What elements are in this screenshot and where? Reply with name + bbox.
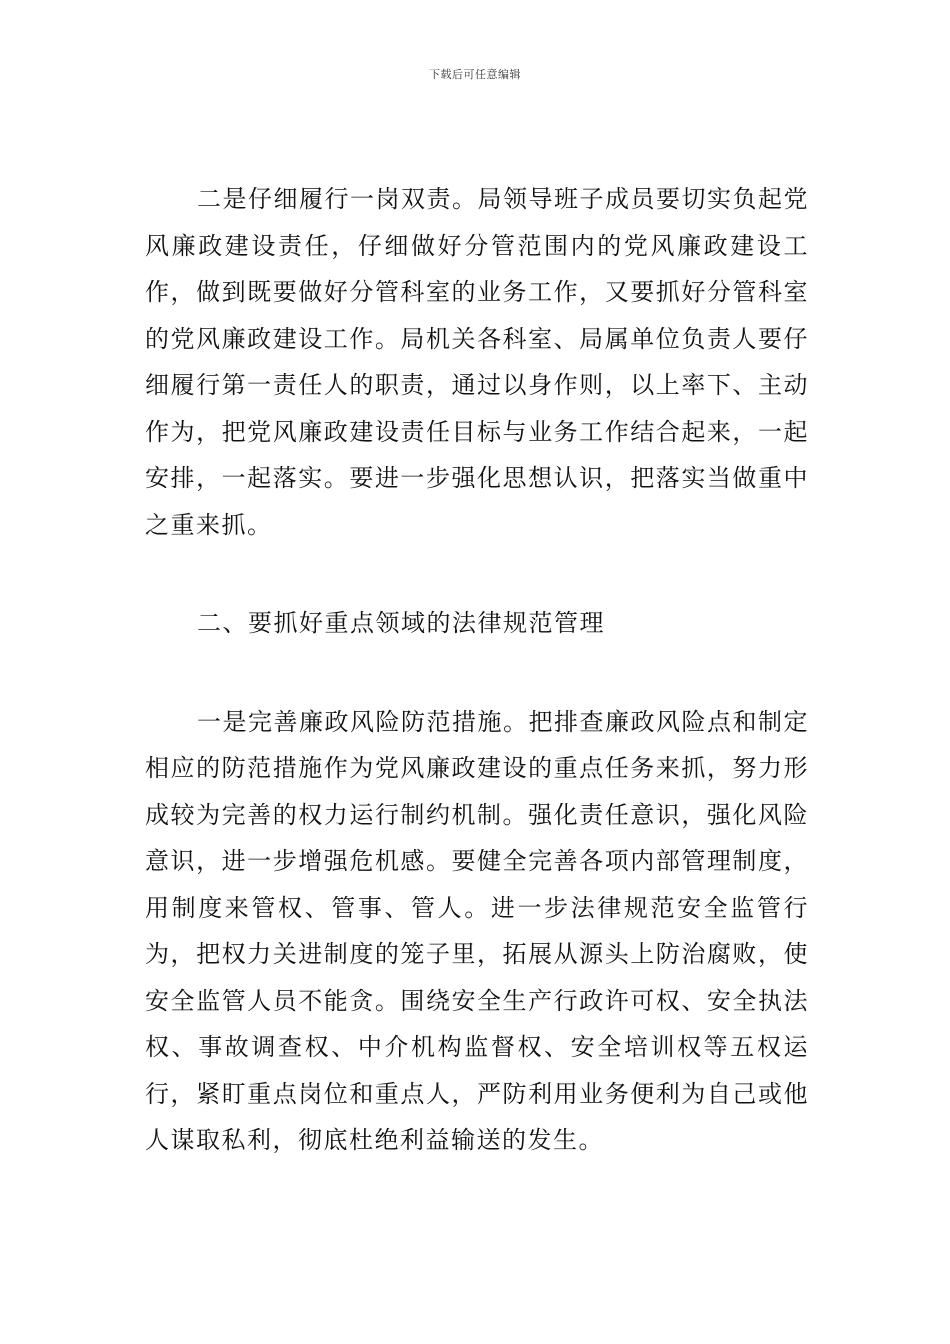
- section-heading: 二、要抓好重点领域的法律规范管理: [197, 609, 605, 637]
- document-body: [145, 176, 809, 1164]
- header-note: 下载后可任意编辑: [429, 68, 521, 81]
- paragraph-risk-prevention: 一是完善廉政风险防范措施。把排查廉政风险点和制定相应的防范措施作为党风廉政建设的重点任务来抓，努力形成较为完善的权力运行制约机制。强化责任意识，强化风险意识，进一步增强危机感。要健全完善各项内部管理制度，用制度来管权、管事、管人。进一步法律规范安全监管行为，把权力关进制度的笼子里，拓展从源头上防治腐败，使安全监管人员不能贪。围绕安全生产行政许可权、安全执法权、事故调查权、中介机构监督权、安全培训权等五权运行，紧盯重点岗位和重点人，严防利用业务便利为自己或他人谋取私利，彻底杜绝利益输送的发生。: [145, 707, 809, 1154]
- paragraph-responsibility: 二是仔细履行一岗双责。局领导班子成员要切实负起党风廉政建设责任，仔细做好分管范围内的党风廉政建设工作，做到既要做好分管科室的业务工作，又要抓好分管科室的党风廉政建设工作。局机关各科室、局属单位负责人要仔细履行第一责任人的职责，通过以身作则，以上率下、主动作为，把党风廉政建设责任目标与业务工作结合起来，一起安排，一起落实。要进一步强化思想认识，把落实当做重中之重来抓。: [145, 185, 809, 539]
